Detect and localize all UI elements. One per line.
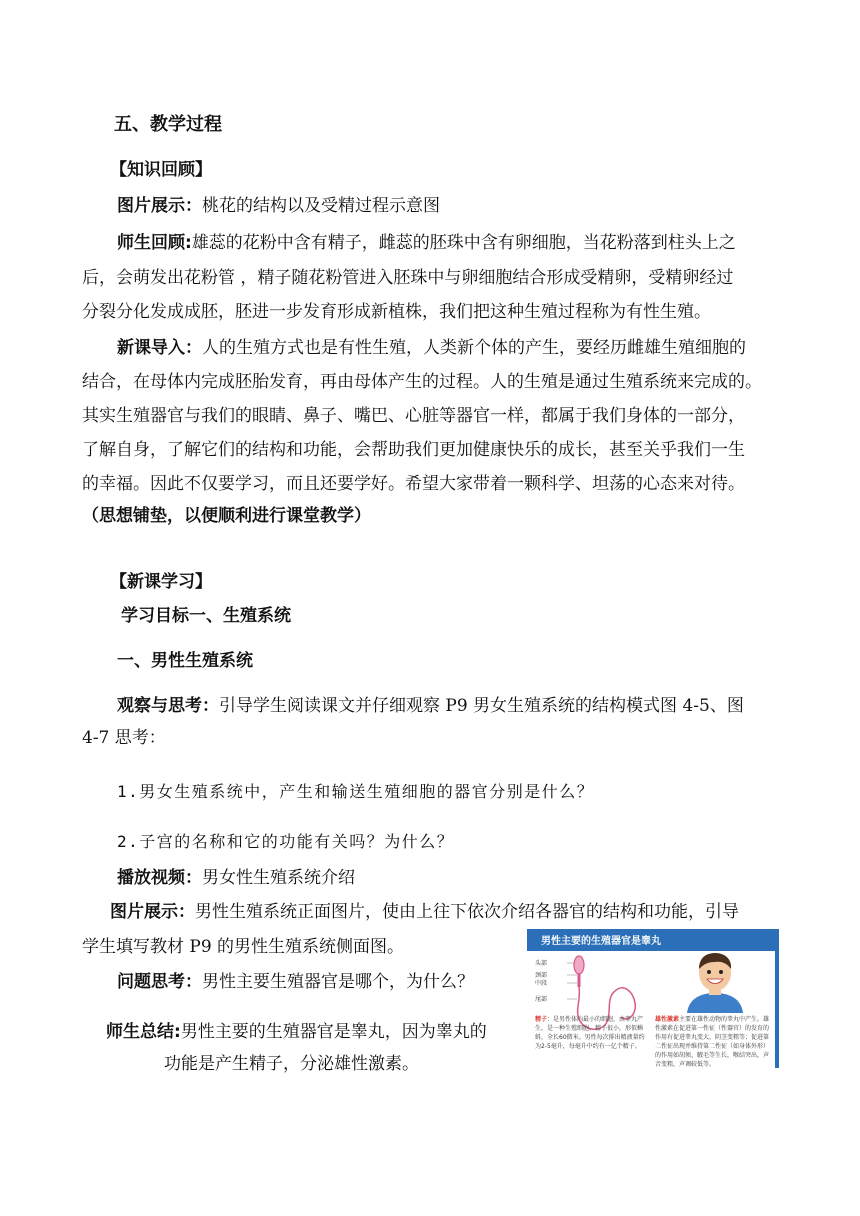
- video-label: 播放视频：: [117, 868, 202, 888]
- section-title: 五、教学过程: [114, 114, 222, 135]
- video-line: [117, 862, 355, 894]
- recall-text-1: 雄蕊的花粉中含有精子，雌蕊的胚珠中含有卵细胞，当花粉落到柱头上之: [191, 233, 736, 253]
- pic-show-line-1: [110, 896, 739, 928]
- sperm-label-tail: 尾部: [535, 996, 548, 1003]
- summary-text-1: 男性主要的生殖器官是睾丸，因为睾丸的: [180, 1022, 487, 1042]
- recall-label: 师生回顾:: [117, 233, 192, 253]
- review-heading: 【知识回顾】: [110, 160, 212, 180]
- recall-line-2: 后，会萌发出花粉管 ，精子随花粉管进入胚珠中与卵细胞结合形成受精卵，受精卵经过: [82, 268, 734, 288]
- pic-text: 桃花的结构以及受精过程示意图: [202, 196, 440, 216]
- question-think-text: 男性主要生殖器官是哪个，为什么？: [202, 972, 474, 992]
- male-system-heading: 一、男性生殖系统: [117, 651, 253, 671]
- hormone-text: 主要在雄性动物的睾丸中产生。雄性激素在促进第一性征（性器官）的发育的作用有促进睾丸变大，阴茎变粗等；促进第二性征出现并维持第二性征（如身体外形）的作用如胡须、腋毛等生长，喉结突出，声音变粗，声调较低等。: [655, 1016, 770, 1068]
- sperm-label-mid: 中段: [535, 980, 548, 987]
- recall-line-1: [117, 227, 736, 259]
- video-text: 男女性生殖系统介绍: [202, 868, 355, 888]
- intro-line-2: 结合，在母体内完成胚胎发育，再由母体产生的过程。人的生殖是通过生殖系统来完成的。: [82, 372, 762, 392]
- intro-text-1: 人的生殖方式也是有性生殖，人类新个体的产生，要经历雌雄生殖细胞的: [202, 338, 746, 358]
- intro-line-1: [117, 332, 746, 364]
- intro-note: （思想铺垫，以便顺利进行课堂教学）: [82, 506, 371, 526]
- infographic-banner: [527, 929, 779, 951]
- summary-line-1: [106, 1016, 487, 1048]
- summary-label: 师生总结:: [106, 1022, 181, 1042]
- question-1: 1.男女生殖系统中，产生和输送生殖细胞的器官分别是什么？: [117, 782, 595, 801]
- observe-line-1: [117, 690, 744, 722]
- hormone-title: 雄性激素: [655, 1016, 680, 1023]
- new-lesson-heading: 【新课学习】: [110, 572, 212, 592]
- sperm-description: [535, 1015, 645, 1051]
- objective-title: 学习目标一、生殖系统: [121, 606, 291, 626]
- boy-avatar: [677, 951, 753, 1013]
- sperm-label-neck: 颈部: [535, 972, 548, 979]
- intro-label: 新课导入：: [117, 338, 202, 358]
- intro-line-5: 的幸福。因此不仅要学习，而且还要学好。希望大家带着一颗科学、坦荡的心态来对待。: [82, 474, 745, 494]
- sperm-title: 精子: [535, 1016, 548, 1023]
- intro-line-3: 其实生殖器官与我们的眼睛、鼻子、嘴巴、心脏等器官一样，都属于我们身体的一部分，: [82, 406, 745, 426]
- recall-line-3: 分裂分化发成成胚，胚进一步发育形成新植株，我们把这种生殖过程称为有性生殖。: [82, 302, 711, 322]
- pic-show-label: 图片展示：: [110, 902, 195, 922]
- observe-text-1: 引导学生阅读课文并仔细观察 P9 男女生殖系统的结构模式图 4-5、图: [219, 696, 744, 716]
- observe-label: 观察与思考：: [117, 696, 219, 716]
- review-pic-line: [117, 190, 440, 222]
- pic-show-line-2: 学生填写教材 P9 的男性生殖系统侧面图。: [82, 937, 405, 957]
- observe-line-2: 4-7 思考：: [82, 728, 166, 748]
- sperm-text: ：是男性体内最小的细胞，由睾丸产生，是一种生殖细胞。精子很小，形似蝌蚪，全长60微米。男性每次排出精液量约为2-5毫升，每毫升中约有一亿个精子。: [535, 1016, 645, 1050]
- sperm-label-head: 头部: [535, 960, 548, 967]
- question-think-label: 问题思考：: [117, 972, 202, 992]
- question-2: 2.子宫的名称和它的功能有关吗？为什么？: [117, 832, 455, 851]
- testis-infographic: [527, 929, 779, 1068]
- intro-line-4: 了解自身，了解它们的结构和功能，会帮助我们更加健康快乐的成长，甚至关乎我们一生: [82, 440, 745, 460]
- question-think-line: [117, 966, 474, 998]
- hormone-description: [655, 1015, 771, 1068]
- infographic-banner-text: 男性主要的生殖器官是睾丸: [541, 936, 661, 947]
- infographic-edge: [775, 929, 779, 1068]
- pic-label: 图片展示：: [117, 196, 202, 216]
- summary-line-2: 功能是产生精子，分泌雄性激素。: [164, 1054, 419, 1074]
- pic-show-text-1: 男性生殖系统正面图片，使由上往下依次介绍各器官的结构和功能，引导: [195, 902, 739, 922]
